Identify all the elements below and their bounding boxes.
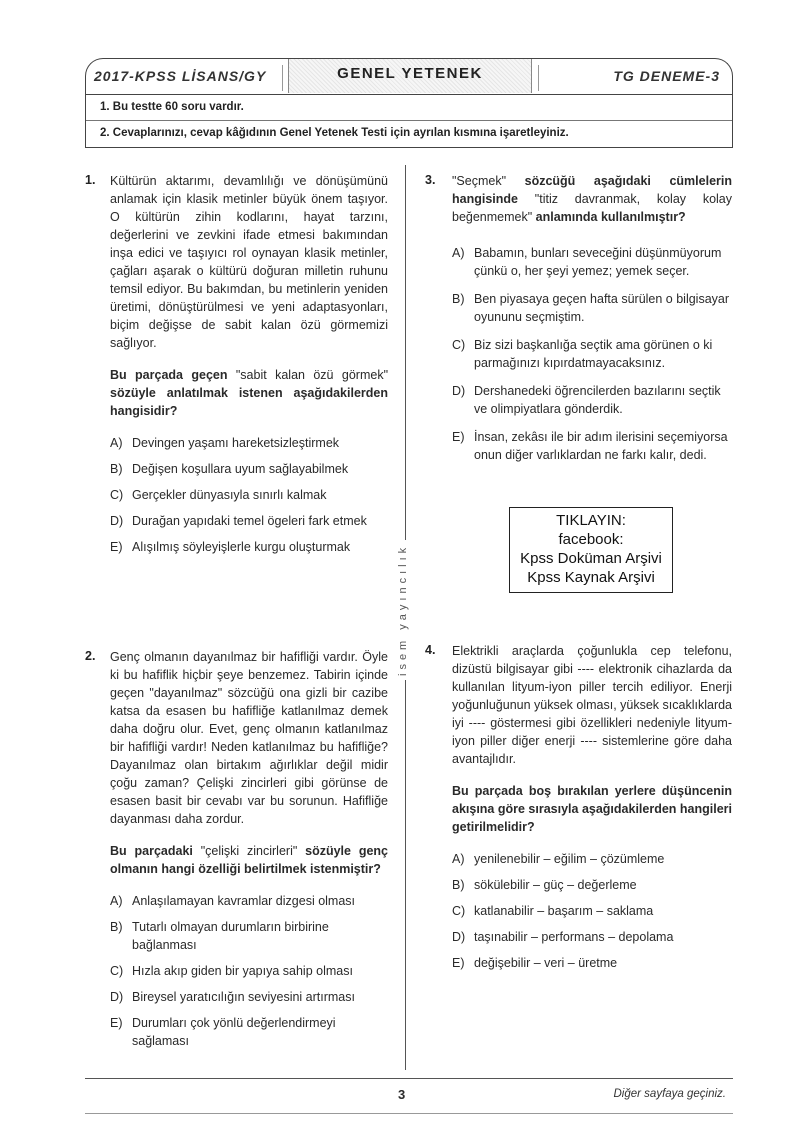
stem-text: sözcüğü aşağıdaki cümlelerin hangisinde (452, 174, 732, 206)
option-c[interactable] (110, 486, 388, 504)
question-passage: Elektrikli araçlarda çoğunlukla cep telefonu, dizüstü bilgisayar gibi ---- elektronik cihazlarda da kullanılan lityum-iyon piller tercih ediliyor. Enerji yoğunluğunun yüksek olması, yüksek sıcaklıklarda iyi ---- göstermesi gibi özellikleri nedeniyle lityum-iyon piller diğer enerji ---- sistemlerine göre daha avantajlıdır. (452, 644, 733, 766)
question-number: 4. (425, 643, 436, 657)
question-number: 3. (425, 173, 436, 187)
option-b[interactable] (110, 460, 388, 478)
option-letter: D) (452, 930, 466, 944)
option-letter: E) (110, 540, 123, 554)
option-e[interactable] (452, 428, 732, 464)
next-page-note: Diğer sayfaya geçiniz. (613, 1088, 726, 1100)
option-d[interactable] (452, 928, 732, 946)
exam-series-label: 2017-KPSS LİSANS/GY (94, 68, 267, 84)
option-text: değişebilir – veri – üretme (474, 956, 618, 970)
option-letter: C) (110, 488, 124, 502)
option-c[interactable] (110, 962, 388, 980)
option-text: Gerçekler dünyasıyla sınırlı kalmak (132, 488, 327, 502)
option-b[interactable] (452, 876, 732, 894)
option-a[interactable] (452, 850, 732, 868)
option-text: Bireysel yaratıcılığın seviyesini artırması (132, 990, 355, 1004)
publisher-vertical-label: isem yayıncılık (397, 540, 411, 680)
option-letter: B) (110, 920, 123, 934)
option-text: Biz sizi başkanlığa seçtik ama görünen o ki parmağınızı kıpırdatmayacaksınız. (474, 338, 713, 370)
option-letter: B) (452, 878, 465, 892)
header-divider (538, 65, 539, 91)
option-letter: B) (452, 292, 465, 306)
instruction-line: 2. Cevaplarınızı, cevap kâğıdının Genel Yetenek Testi için ayrılan kısmına işaretleyiniz. (100, 127, 569, 139)
stem-text: Bu parçada geçen (110, 368, 236, 382)
question-stem (110, 366, 388, 420)
question-3 (452, 172, 732, 474)
question-number: 1. (85, 173, 96, 187)
option-b[interactable] (452, 290, 732, 326)
option-text: Ben piyasaya geçen hafta sürülen o bilgisayar oyununu seçmiştim. (474, 292, 730, 324)
section-title: GENEL YETENEK (288, 59, 532, 93)
option-c[interactable] (452, 902, 732, 920)
stem-text: Bu parçadaki (110, 844, 201, 858)
option-text: Devingen yaşamı hareketsizleştirmek (132, 436, 340, 450)
option-a[interactable] (452, 244, 732, 280)
question-1 (110, 172, 388, 564)
option-d[interactable] (110, 512, 388, 530)
option-text: Dershanedeki öğrencilerden bazılarını seçtik ve olimpiyatlara gönderdik. (474, 384, 721, 416)
options-list (452, 244, 732, 464)
stem-text: sözüyle genç olmanın hangi özelliği belirtilmek istenmiştir? (110, 844, 388, 876)
header-divider (282, 65, 283, 91)
option-letter: C) (452, 904, 466, 918)
option-letter: D) (110, 514, 124, 528)
option-text: Tutarlı olmayan durumların birbirine bağlanması (132, 920, 329, 952)
option-text: sökülebilir – güç – değerleme (474, 878, 637, 892)
page-number: 3 (398, 1087, 406, 1102)
option-text: Babamın, bunları seveceğini düşünmüyorum çünkü o, her şeyi yemez; yemek seçer. (474, 246, 722, 278)
promo-line: Kpss Kaynak Arşivi (527, 569, 655, 586)
options-list (110, 892, 388, 1050)
option-letter: B) (110, 462, 123, 476)
stem-quote: "sabit kalan özü görmek" (235, 368, 389, 382)
option-c[interactable] (452, 336, 732, 372)
options-list (452, 850, 732, 972)
option-b[interactable] (110, 918, 388, 954)
test-name-label: TG DENEME-3 (613, 68, 720, 84)
option-letter: A) (110, 436, 123, 450)
stem-quote: "Seçmek" (452, 174, 507, 188)
footer-divider (85, 1078, 733, 1079)
option-letter: E) (110, 1016, 123, 1030)
option-letter: E) (452, 430, 465, 444)
option-d[interactable] (110, 988, 388, 1006)
promo-line: TIKLAYIN: (556, 512, 626, 529)
question-passage: Kültürün aktarımı, devamlılığı ve dönüşümünü anlamak için klasik metinler büyük önem taşıyor. O kültürün zihin kodlarını, hayat tarzını, değerlerini ve zevkini ifade etmesi bakımından inşa edici ve taşıyıcı rol oynayan klasik metinler, çağları aşarak o kültürü doğuran milletin ruhunu temsil ediyor. Bu bakımdan, bu metinlerin yeniden üretimi, dönüştürülmesi ve yeni adaptasyonları, biçim değişse de sabit kalan özü görmemizi sağlıyor. (110, 174, 388, 350)
option-text: Durumları çok yönlü değerlendirmeyi sağlaması (132, 1016, 336, 1048)
option-text: Anlaşılamayan kavramlar dizgesi olması (132, 894, 356, 908)
option-text: İnsan, zekâsı ile bir adım ilerisini seçemiyorsa onun diğer varlıklardan ne farkı kalır, dedi. (474, 430, 728, 462)
option-text: Değişen koşullara uyum sağlayabilmek (132, 462, 349, 476)
option-text: Hızla akıp giden bir yapıya sahip olması (132, 964, 353, 978)
option-e[interactable] (452, 954, 732, 972)
question-2 (110, 648, 388, 1058)
option-text: Durağan yapıdaki temel ögeleri fark etmek (132, 514, 367, 528)
question-passage: Genç olmanın dayanılmaz bir hafifliği vardır. Öyle ki bu hafiflik hiçbir şeye benzemez. Tabirin içinde geçen "dayanılmaz" sözcüğü ona gizli bir cazibe katsa da esasen bu hafifliğe katlanılmaz demek daha doğru olur. Evet, genç olmanın katlanılmaz bir hafifliği vardır! Neden katlanılmaz bu hafifliğe? Dayanılmaz olan birtakım ağırlıklar değil midir çoğu zaman? Çelişki zincirleri gibi görünse de esasen basit bir cevabı var bu sorunun. Hafifliğe dayanması daha zordur. (110, 650, 388, 826)
promo-line: Kpss Doküman Arşivi (520, 550, 662, 567)
options-list (110, 434, 388, 556)
instruction-divider (86, 120, 732, 121)
option-text: katlanabilir – başarım – saklama (474, 904, 654, 918)
option-letter: A) (452, 246, 465, 260)
option-e[interactable] (110, 538, 388, 556)
stem-quote: "çelişki zincirleri" (200, 844, 298, 858)
option-e[interactable] (110, 1014, 388, 1050)
question-stem: Bu parçada boş bırakılan yerlere düşüncenin akışına göre sırasıyla aşağıdakilerden hangileri getirilmelidir? (452, 784, 732, 834)
option-letter: D) (110, 990, 124, 1004)
instruction-line: 1. Bu testte 60 soru vardır. (100, 101, 244, 113)
option-a[interactable] (110, 434, 388, 452)
question-stem (110, 842, 388, 878)
option-text: taşınabilir – performans – depolama (474, 930, 674, 944)
question-stem (452, 172, 732, 226)
exam-header (85, 58, 733, 94)
option-letter: E) (452, 956, 465, 970)
instructions-box (85, 94, 733, 148)
option-letter: D) (452, 384, 466, 398)
stem-text: anlamında kullanılmıştır? (532, 210, 686, 224)
option-text: Alışılmış söyleyişlerle kurgu oluşturmak (132, 540, 351, 554)
stem-quote: "titiz davranmak, kolay kolay beğenmemek" (452, 192, 733, 224)
footer-divider (85, 1113, 733, 1114)
option-letter: C) (452, 338, 466, 352)
option-letter: A) (452, 852, 465, 866)
stem-text: sözüyle anlatılmak istenen aşağıdakilerden hangisidir? (110, 386, 388, 418)
promo-box[interactable] (509, 507, 673, 593)
question-number: 2. (85, 649, 96, 663)
option-letter: C) (110, 964, 124, 978)
promo-line: facebook: (558, 531, 624, 548)
option-d[interactable] (452, 382, 732, 418)
option-a[interactable] (110, 892, 388, 910)
option-letter: A) (110, 894, 123, 908)
question-4 (452, 642, 732, 980)
option-text: yenilenebilir – eğilim – çözümleme (474, 852, 665, 866)
